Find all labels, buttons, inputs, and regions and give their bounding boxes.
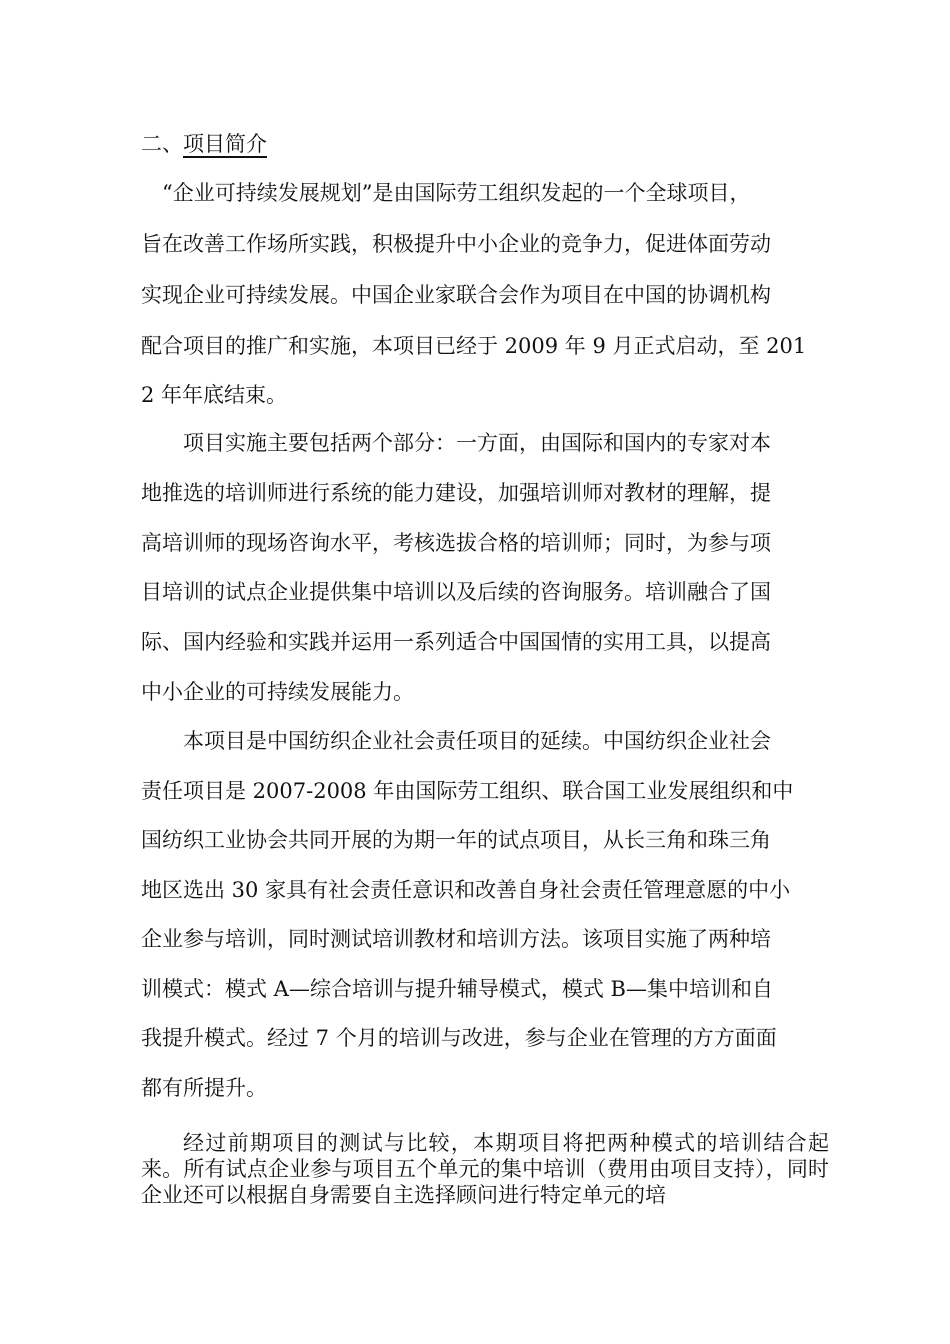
paragraph-3-line-1: 本项目是中国纺织企业社会责任项目的延续。中国纺织企业社会 <box>141 729 771 753</box>
paragraph-2-line-5: 际、国内经验和实践并运用一系列适合中国国情的实用工具，以提高 <box>141 630 771 654</box>
paragraph-1-line-4: 配合项目的推广和实施，本项目已经于 2009 年 9 月正式启动，至 201 <box>141 334 807 358</box>
paragraph-4: 经过前期项目的测试与比较，本期项目将把两种模式的培训结合起来。所有试点企业参与项目五个单元的集中培训（费用由项目支持），同时企业还可以根据自身需要自主选择顾问进行特定单元的培 <box>141 1131 829 1207</box>
paragraph-1-line-1: “企业可持续发展规划”是由国际劳工组织发起的一个全球项目， <box>141 181 751 205</box>
paragraph-2-line-4: 目培训的试点企业提供集中培训以及后续的咨询服务。培训融合了国 <box>141 580 771 604</box>
paragraph-3-line-7: 我提升模式。经过 7 个月的培训与改进，参与企业在管理的方方面面 <box>141 1026 777 1050</box>
paragraph-1-line-5: 2 年年底结束。 <box>141 383 288 407</box>
paragraph-2-line-3: 高培训师的现场咨询水平，考核选拔合格的培训师；同时，为参与项 <box>141 531 771 555</box>
section-title: 项目简介 <box>183 132 267 156</box>
paragraph-3-line-8: 都有所提升。 <box>141 1076 267 1100</box>
section-prefix: 二、 <box>141 132 183 156</box>
section-heading <box>141 128 267 160</box>
paragraph-3-line-6: 训模式：模式 A—综合培训与提升辅导模式，模式 B—集中培训和自 <box>141 977 773 1001</box>
paragraph-3-line-4: 地区选出 30 家具有社会责任意识和改善自身社会责任管理意愿的中小 <box>141 878 791 902</box>
paragraph-2-line-1: 项目实施主要包括两个部分：一方面，由国际和国内的专家对本 <box>141 431 771 455</box>
paragraph-1-line-3: 实现企业可持续发展。中国企业家联合会作为项目在中国的协调机构 <box>141 283 771 307</box>
paragraph-2-line-6: 中小企业的可持续发展能力。 <box>141 680 414 704</box>
paragraph-3-line-5: 企业参与培训，同时测试培训教材和培训方法。该项目实施了两种培 <box>141 927 771 951</box>
paragraph-2-line-2: 地推选的培训师进行系统的能力建设，加强培训师对教材的理解，提 <box>141 481 771 505</box>
paragraph-3-line-2: 责任项目是 2007-2008 年由国际劳工组织、联合国工业发展组织和中 <box>141 779 794 803</box>
paragraph-1-line-2: 旨在改善工作场所实践，积极提升中小企业的竞争力，促进体面劳动 <box>141 232 771 256</box>
paragraph-3-line-3: 国纺织工业协会共同开展的为期一年的试点项目，从长三角和珠三角 <box>141 828 771 852</box>
